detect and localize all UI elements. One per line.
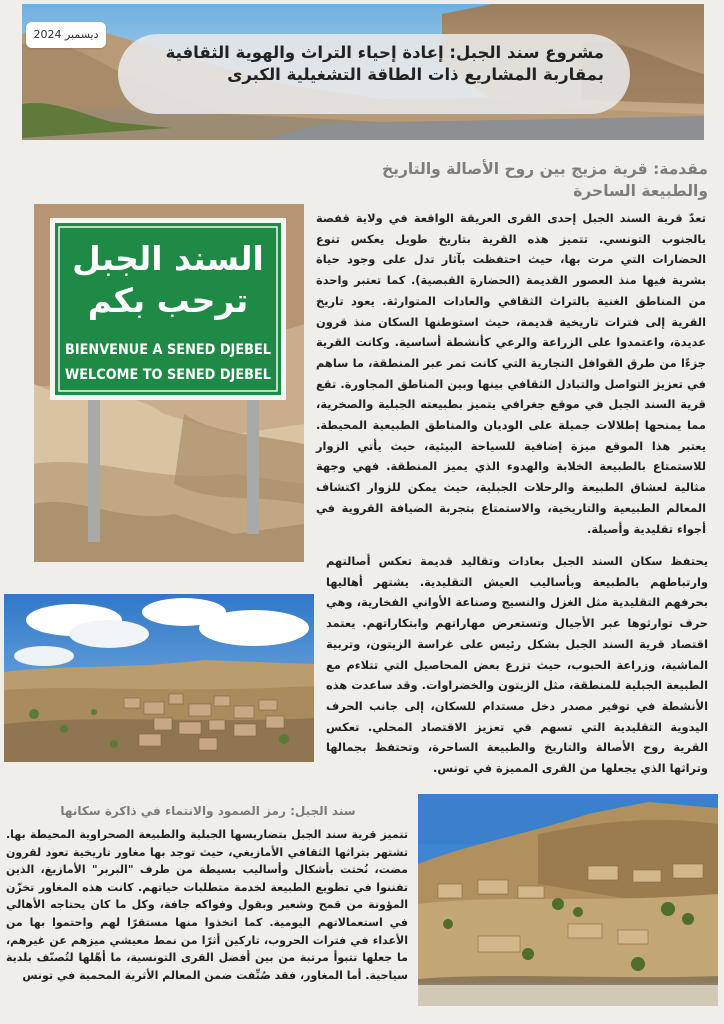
- intro-paragraph: تعدّ قرية السند الجبل إحدى القرى العريقة الواقعة في ولاية قفصة بالجنوب التونسي. تتميز هذه القرية بتاريخ طويل يعكس تنوع الحضارات التي مرت بها، حيث احتفظت بآثار تدل على وجود حياة بشرية فيها منذ العصور القديمة (الحضارة القبصية). كما تعتبر واحدة من المناطق الغنية بالتراث الثقافي والعادات المتوارثة. يعود تاريخ القرية إلى فترات تاريخية قديمة، حيث استوطنها السكان منذ قرون عديدة، واعتمدوا على الزراعة والرعي كأنشطة أساسية. وكانت القرية جزءًا من طرق القوافل التجارية التي كانت تمر عبر المنطقة، ما ساهم في تعزيز التواصل والتبادل الثقافي بينها وبين المناطق المجاورة. تقع قرية السند الجبل في موقع جغرافي يتميز بطبيعته الجبلية والصخرية، مما يمنحها إطلالات جميلة على الوديان والمناطق الطبيعية المحيطة. يعتبر هذا الموقع ميزة إضافية للسياحة البيئية، حيث يأتي الزوار للاستمتاع بالطبيعة الخلابة والهدوء الذي يميز المنطقة. فهي وجهة مثالية لعشاق الطبيعة والرحلات الجبلية، حيث يمكن للزوار اكتشاف المعالم الطبيعية والتاريخية، والاستمتاع بتجربة الضيافة القروية في أجواء تقليدية وأصيلة.: [316, 211, 706, 536]
- sign-arabic-line1: السند الجبل: [72, 239, 264, 278]
- hillside-village-photo: [418, 794, 718, 1006]
- village-panorama-photo: [4, 594, 314, 762]
- header-banner: [22, 4, 704, 140]
- sign-french: BIENVENUE A SENED DJEBEL: [65, 342, 271, 358]
- date-badge: ديسمبر 2024: [26, 22, 106, 48]
- intro-heading: مقدمة: قرية مزيج بين روح الأصالة والتاريخ والطبيعة الساحرة: [381, 160, 708, 200]
- sign-english: WELCOME TO SENED DJEBEL: [65, 367, 271, 383]
- welcome-sign-photo: [34, 204, 304, 562]
- memory-heading: سند الجبل: رمز الصمود والانتماء في ذاكرة سكانها: [60, 804, 356, 818]
- sign-arabic-line2: ترحب بكم: [87, 281, 249, 320]
- traditions-paragraph: يحتفظ سكان السند الجبل بعادات وتقاليد قديمة تعكس أصالتهم وارتباطهم بالطبيعة وبأساليب العيش التقليدية. يشتهر أهاليها بحرفهم التقليدية مثل الغزل والنسيج وصناعة الأواني الفخارية، وهي حرف توارثوها عبر الأجيال وتستعرض مهاراتهم وابتكاراتهم. يعتمد اقتصاد قرية السند الجبل بشكل رئيس على غراسة الزيتون، وتربية الماشية، وزراعة الحبوب، حيث تزرع بعض المحاصيل التي تتلاءم مع الطبيعة الجبلية للمنطقة، مثل الزيتون والخضراوات. وقد ساعدت هذه الأنشطة في توفير مصدر دخل مستدام للسكان، إلى جانب الحرف اليدوية التقليدية التي تسهم في تعزيز الاقتصاد المحلي. تعكس القرية روح الأصالة والتاريخ والطبيعة الساحرة، وتحتفظ بجمالها وتراثها الذي يجعلها من القرى المميزة في تونس.: [326, 554, 708, 776]
- memory-paragraph: تتميز قرية سند الجبل بتضاريسها الجبلية والطبيعة الصحراوية المحيطة بها. تشتهر بتراثها الثقافي الأمازيغي، حيث توجد بها مغاور تاريخية تعود لقرون مضت، نُحتت بأشكال وأساليب بسيطة من طرف "البربر" الأمازيغ، الذين تفننوا في تطويع الطبيعة لخدمة متطلبات حياتهم. كانت هذه المغاور تخزّن المؤونة من قمح وشعير وبقول وفواكه جافة، وكل ما كان يحتاجه الأهالي في استعمالاتهم اليومية. كما اتخذوا منها مستقرًا لهم واحتموا بها من الأعداء في فترات الحروب، تاركين أثرًا من نمط معيشي ميزهم عن غيرهم، ما جعلها تتبوأ مرتبة من بين أفضل القرى التونسية، ما أهّلها لتُصنّف بلدية سياحية. أما المغاور، فقد صُنِّفت ضمن المعالم الأثرية المحمية في تونس: [6, 828, 408, 982]
- page-title: مشروع سند الجبل: إعادة إحياء التراث والهوية الثقافية بمقاربة المشاريع ذات الطاقة التشغيلية الكبرى: [118, 34, 630, 114]
